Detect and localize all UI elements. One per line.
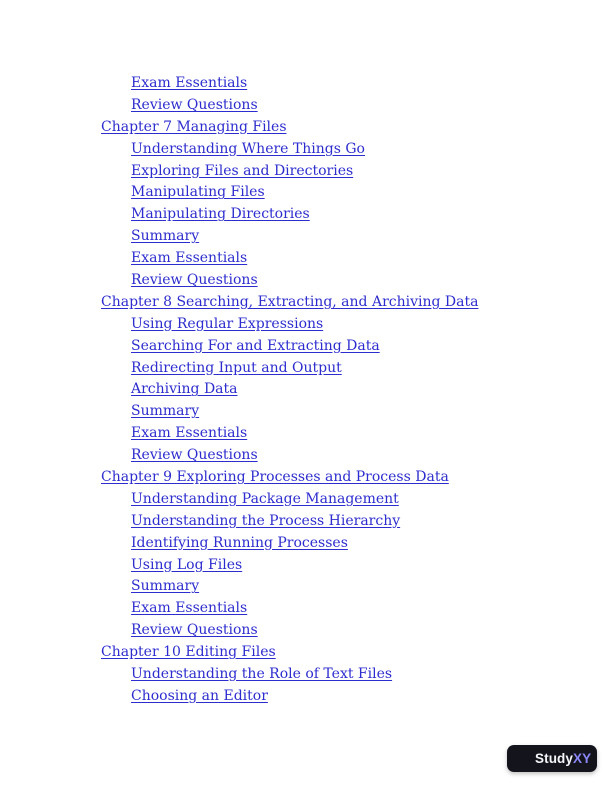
toc-section-link[interactable]: Understanding the Role of Text Files bbox=[131, 666, 393, 683]
toc-section-link[interactable]: Understanding Package Management bbox=[131, 490, 399, 507]
brand-accent-text: XY bbox=[573, 750, 592, 766]
toc-section-link[interactable]: Exam Essentials bbox=[131, 75, 248, 91]
toc-section-link[interactable]: Choosing an Editor bbox=[131, 687, 268, 704]
toc-row bbox=[101, 531, 581, 553]
toc-section-link[interactable]: Redirecting Input and Output bbox=[131, 359, 342, 376]
toc-section-link[interactable]: Exam Essentials bbox=[131, 425, 248, 442]
table-of-contents bbox=[101, 71, 581, 706]
studyxy-logo bbox=[507, 745, 597, 772]
brand-wordmark bbox=[535, 752, 591, 766]
toc-section-link[interactable]: Identifying Running Processes bbox=[131, 534, 348, 551]
toc-section-link[interactable]: Understanding Where Things Go bbox=[131, 140, 365, 157]
toc-section-link[interactable]: Manipulating Directories bbox=[131, 206, 310, 223]
toc-row bbox=[101, 553, 581, 575]
toc-row bbox=[101, 356, 581, 378]
toc-row bbox=[101, 202, 581, 224]
toc-section-link[interactable]: Understanding the Process Hierarchy bbox=[131, 512, 401, 529]
toc-row bbox=[101, 640, 581, 662]
toc-chapter-link[interactable]: Chapter 7 Managing Files bbox=[101, 118, 287, 135]
toc-row bbox=[101, 246, 581, 268]
toc-row bbox=[101, 71, 581, 93]
toc-section-link[interactable]: Review Questions bbox=[131, 96, 258, 113]
toc-section-link[interactable]: Exam Essentials bbox=[131, 250, 248, 267]
toc-row bbox=[101, 180, 581, 202]
toc-row bbox=[101, 159, 581, 181]
toc-chapter-link[interactable]: Chapter 8 Searching, Extracting, and Archiving Data bbox=[101, 293, 479, 310]
toc-section-link[interactable]: Review Questions bbox=[131, 447, 258, 464]
toc-chapter-link[interactable]: Chapter 10 Editing Files bbox=[101, 644, 276, 661]
plus-icon bbox=[514, 751, 530, 767]
toc-row bbox=[101, 443, 581, 465]
toc-section-link[interactable]: Exploring Files and Directories bbox=[131, 162, 354, 179]
toc-section-link[interactable]: Archiving Data bbox=[131, 381, 238, 398]
toc-row bbox=[101, 509, 581, 531]
toc-section-link[interactable]: Review Questions bbox=[131, 622, 258, 639]
toc-section-link[interactable]: Using Log Files bbox=[131, 556, 243, 573]
toc-section-link[interactable]: Summary bbox=[131, 228, 200, 245]
toc-row bbox=[101, 115, 581, 137]
toc-row bbox=[101, 377, 581, 399]
toc-section-link[interactable]: Exam Essentials bbox=[131, 600, 248, 617]
toc-row bbox=[101, 137, 581, 159]
toc-row bbox=[101, 574, 581, 596]
toc-row bbox=[101, 421, 581, 443]
toc-row bbox=[101, 684, 581, 706]
toc-row bbox=[101, 334, 581, 356]
toc-chapter-link[interactable]: Chapter 9 Exploring Processes and Process Data bbox=[101, 469, 449, 486]
toc-row bbox=[101, 487, 581, 509]
toc-section-link[interactable]: Searching For and Extracting Data bbox=[131, 337, 380, 354]
toc-row bbox=[101, 596, 581, 618]
toc-row bbox=[101, 618, 581, 640]
toc-section-link[interactable]: Summary bbox=[131, 578, 200, 595]
toc-row bbox=[101, 93, 581, 115]
toc-section-link[interactable]: Manipulating Files bbox=[131, 184, 265, 201]
toc-row bbox=[101, 290, 581, 312]
toc-row bbox=[101, 465, 581, 487]
toc-row bbox=[101, 399, 581, 421]
toc-section-link[interactable]: Summary bbox=[131, 403, 200, 420]
toc-row bbox=[101, 662, 581, 684]
brand-primary-text: Study bbox=[535, 750, 574, 766]
toc-row bbox=[101, 224, 581, 246]
toc-row bbox=[101, 312, 581, 334]
toc-section-link[interactable]: Using Regular Expressions bbox=[131, 315, 324, 332]
toc-section-link[interactable]: Review Questions bbox=[131, 272, 258, 289]
toc-row bbox=[101, 268, 581, 290]
